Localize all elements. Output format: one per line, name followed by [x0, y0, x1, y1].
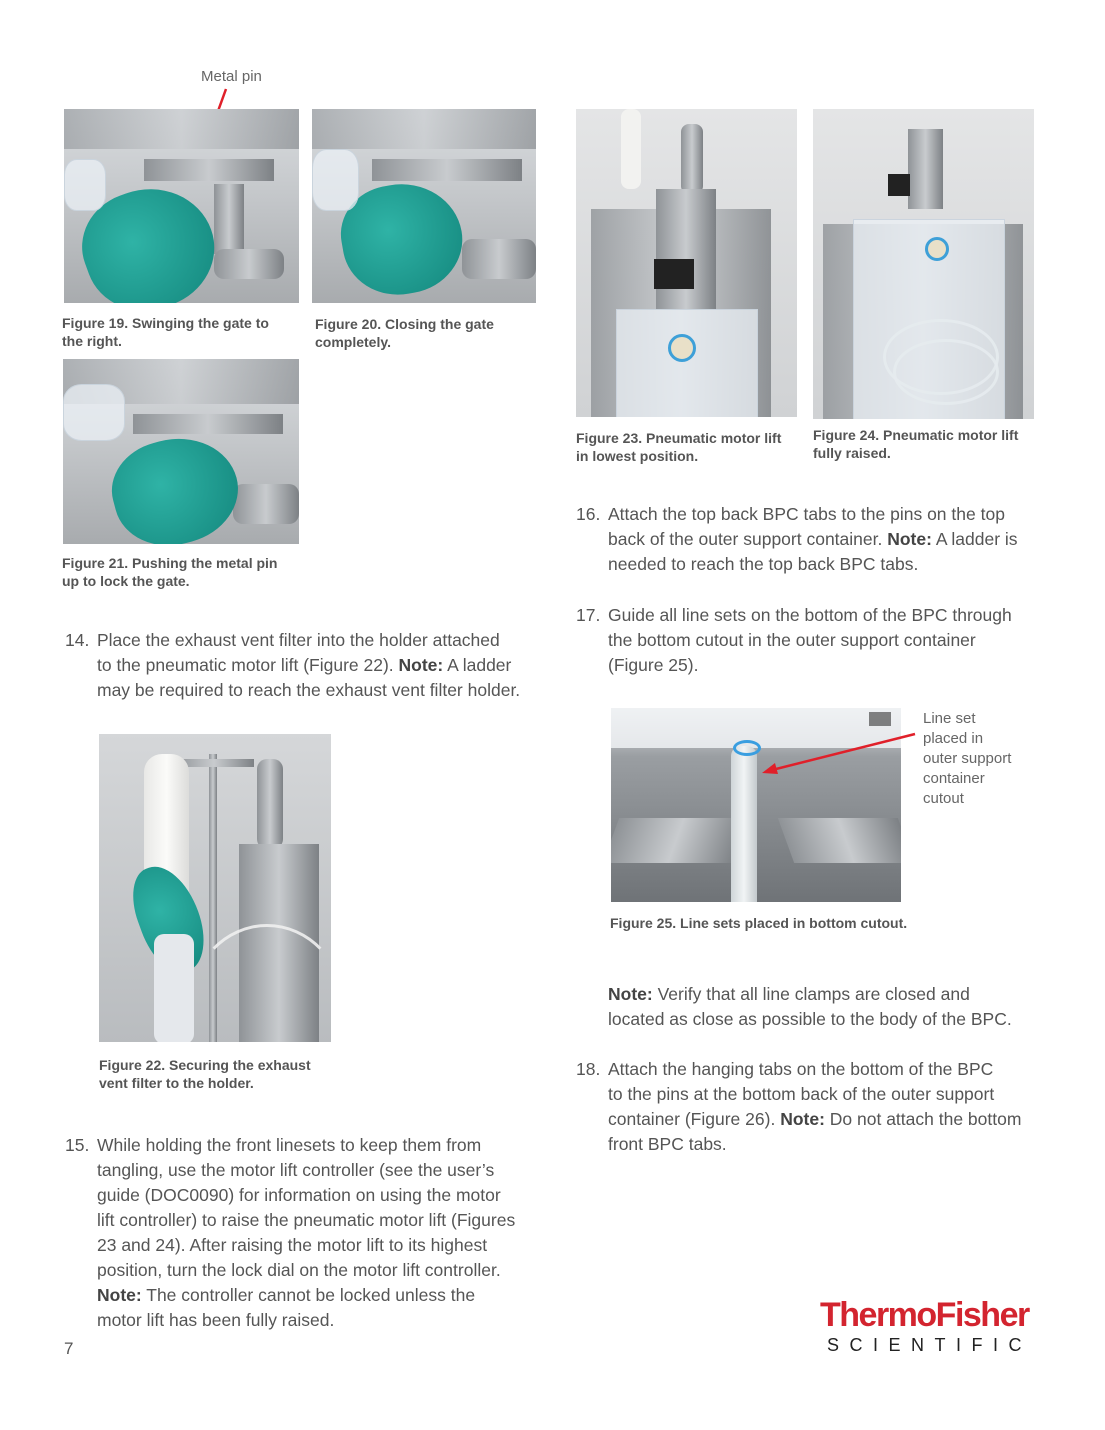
- figure-20-photo: [312, 109, 536, 303]
- step-18: 18. Attach the hanging tabs on the bottom of the BPC to the pins at the bottom back of the outer support container (Figure 26). Note: Do not attach the bottom front BPC tabs.: [576, 1059, 1022, 1154]
- step-16: 16. Attach the top back BPC tabs to the pins on the top back of the outer support container. Note: A ladder is needed to reach the top back BPC tabs.: [576, 504, 1018, 574]
- figure-25-caption: Figure 25. Line sets placed in bottom cutout.: [610, 915, 908, 931]
- figure-23-caption: Figure 23. Pneumatic motor lift in lowest position.: [576, 430, 782, 464]
- figure-22-caption: Figure 22. Securing the exhaust vent filter to the holder.: [99, 1057, 311, 1091]
- line-set-callout: Line set placed in outer support container cutout: [923, 710, 1012, 807]
- figure-19-photo: [64, 109, 299, 303]
- step-17: 17. Guide all line sets on the bottom of the BPC through the bottom cutout in the outer support container (Figure 25).: [576, 605, 1012, 675]
- figure-19-caption: Figure 19. Swinging the gate to the right.: [62, 315, 269, 349]
- figure-24-caption: Figure 24. Pneumatic motor lift fully raised.: [813, 427, 1019, 461]
- figure-22-photo: [99, 734, 331, 1042]
- step-15: 15. While holding the front linesets to keep them from tangling, use the motor lift controller (see the user’s guide (DOC0090) for information on using the motor lift controller) to raise the pneumatic motor lift (Figures 23 and 24). After raising the motor lift to its highest position, turn the lock dial on the motor lift controller. Note: The controller cannot be locked unless the motor lift has been fully raised.: [65, 1135, 516, 1330]
- page-number: 7: [64, 1339, 74, 1358]
- scientific-logo-text: SCIENTIFIC: [827, 1335, 1033, 1355]
- step-14: 14. Place the exhaust vent filter into the holder attached to the pneumatic motor lift (Figure 22). Note: A ladder may be required to reach the exhaust vent filter holder.: [65, 630, 521, 700]
- metal-pin-callout: Metal pin: [201, 68, 262, 85]
- figure-24-photo: [813, 109, 1034, 419]
- thermo-fisher-logo: ThermoFisher: [820, 1296, 1029, 1334]
- figure-20-caption: Figure 20. Closing the gate completely.: [315, 316, 494, 350]
- line-set-arrow: [760, 728, 920, 778]
- figure-21-photo: [63, 359, 299, 544]
- figure-21-caption: Figure 21. Pushing the metal pin up to lock the gate.: [62, 555, 278, 589]
- note-line-clamps: Note: Verify that all line clamps are closed and located as close as possible to the body of the BPC.: [608, 984, 1012, 1029]
- figure-23-photo: [576, 109, 797, 417]
